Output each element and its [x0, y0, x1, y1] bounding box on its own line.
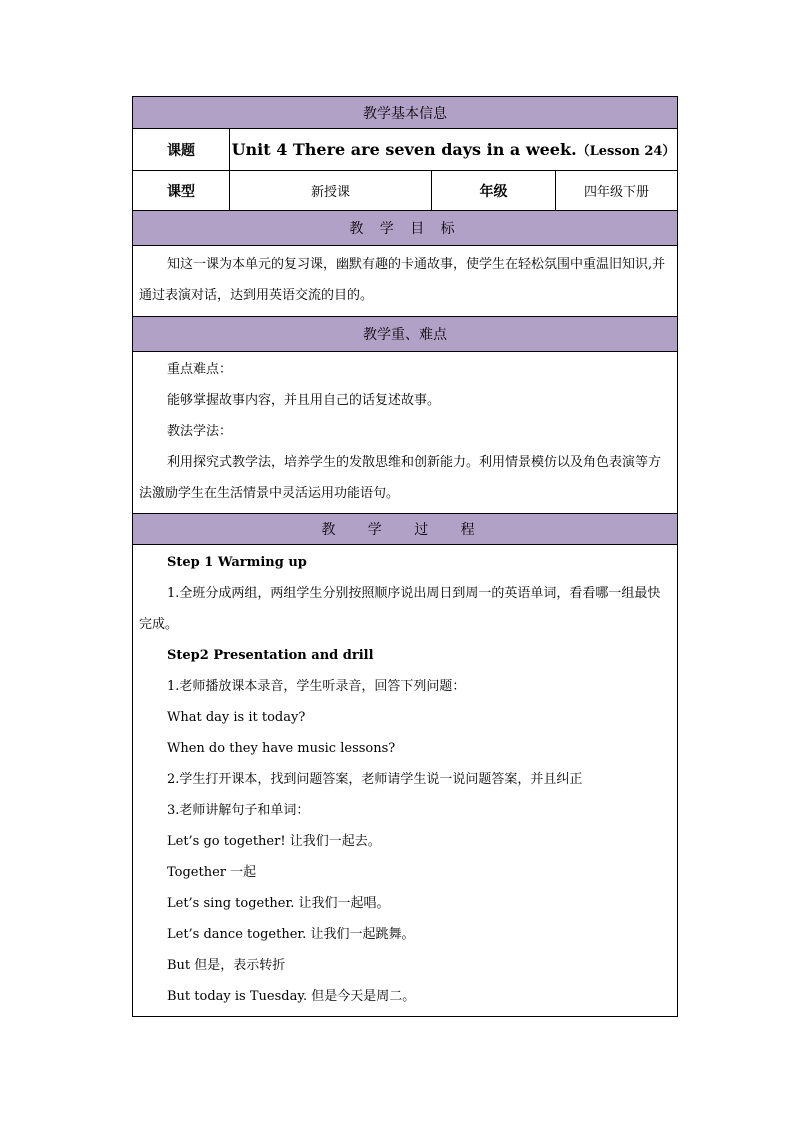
step2-line: But 但是，表示转折	[167, 958, 286, 973]
objective-header: 教 学 目 标	[133, 211, 678, 246]
grade-label: 年级	[432, 171, 556, 211]
topic-lesson: （Lesson 24）	[576, 144, 676, 159]
step2-line: Let’s go together! 让我们一起去。	[167, 834, 381, 849]
step2-line: Let’s sing together. 让我们一起唱。	[167, 896, 390, 911]
topic-label: 课题	[133, 129, 230, 171]
lesson-plan-table	[132, 96, 678, 1017]
type-label: 课型	[133, 171, 230, 211]
type-value: 新授课	[230, 171, 432, 211]
step2-title: Step2 Presentation and drill	[167, 648, 374, 663]
basic-info-header: 教学基本信息	[133, 97, 678, 129]
objective-text: 知这一课为本单元的复习课，幽默有趣的卡通故事，使学生在轻松氛围中重温旧知识,并通过表演对话，达到用英语交流的目的。	[139, 257, 666, 303]
key-point-line: 能够掌握故事内容，并且用自己的话复述故事。	[167, 393, 441, 408]
topic-main: Unit 4 There are seven days in a week.	[231, 140, 577, 159]
key-point-line: 利用探究式教学法，培养学生的发散思维和创新能力。利用情景模仿以及角色表演等方法激励学生在生活情景中灵活运用功能语句。	[139, 455, 662, 501]
key-points-header: 教学重、难点	[133, 317, 678, 352]
key-point-line: 重点难点：	[167, 362, 233, 377]
step2-line: When do they have music lessons?	[167, 741, 396, 756]
step2-line: 2.学生打开课本，找到问题答案，老师请学生说一说问题答案，并且纠正	[167, 772, 583, 787]
step1-text: 1.全班分成两组，两组学生分别按照顺序说出周日到周一的英语单词，看看哪一组最快完成。	[139, 586, 661, 632]
lesson-plan-sheet	[132, 96, 677, 1017]
process-cell	[133, 545, 678, 1017]
topic-value	[230, 129, 678, 171]
process-header: 教 学 过 程	[133, 514, 678, 545]
step2-line: But today is Tuesday. 但是今天是周二。	[167, 989, 416, 1004]
step2-line: 3.老师讲解句子和单词：	[167, 803, 310, 818]
key-point-line: 教法学法：	[167, 424, 233, 439]
step2-line: Let’s dance together. 让我们一起跳舞。	[167, 927, 415, 942]
step2-line: What day is it today?	[167, 710, 306, 725]
objective-cell	[133, 246, 678, 317]
key-points-cell	[133, 352, 678, 514]
step2-line: 1.老师播放课本录音，学生听录音，回答下列问题：	[167, 679, 466, 694]
step2-line: Together 一起	[167, 865, 257, 880]
step1-title: Step 1 Warming up	[167, 555, 307, 570]
grade-value: 四年级下册	[556, 171, 678, 211]
